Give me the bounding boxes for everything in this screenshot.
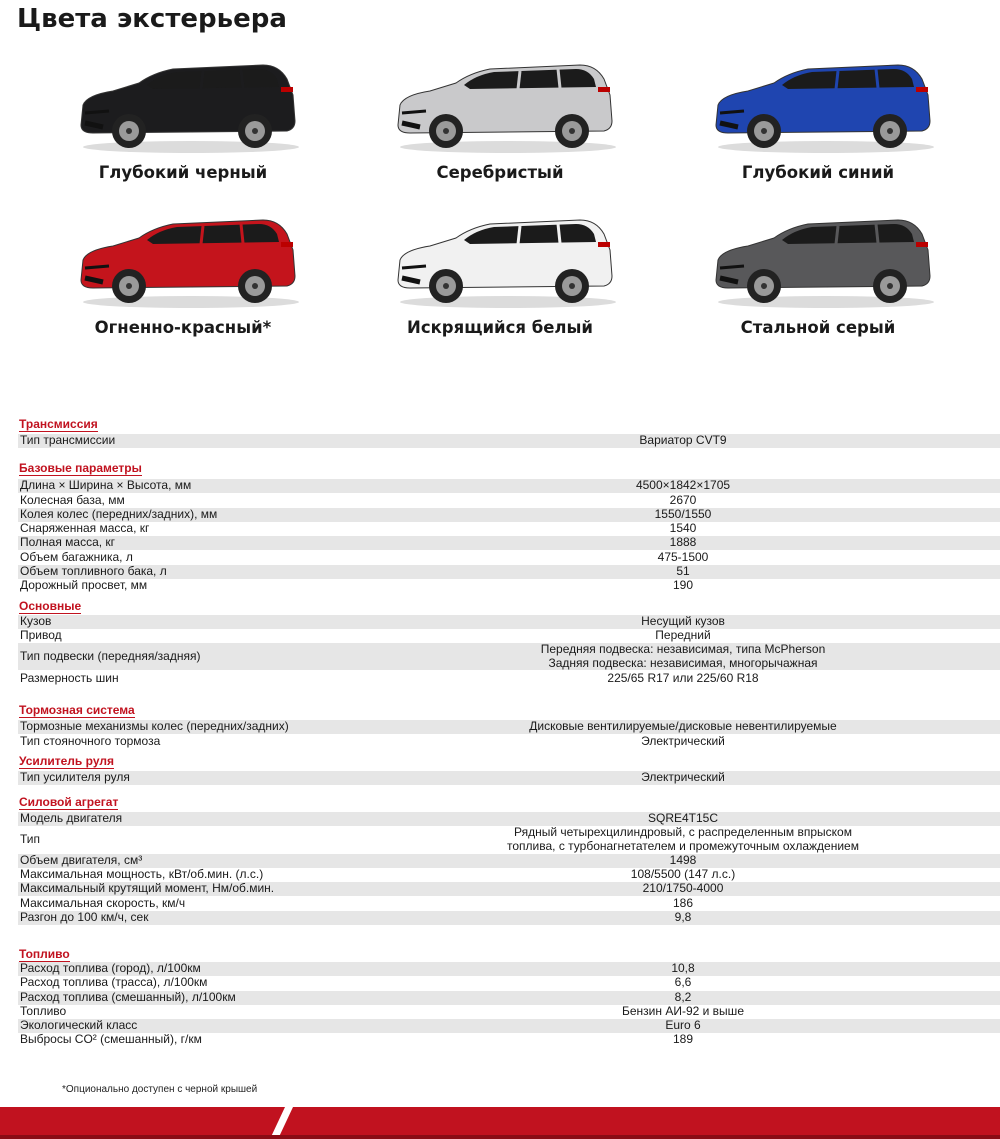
spec-row xyxy=(18,494,1000,508)
spec-row xyxy=(18,735,1000,749)
spec-label: Снаряженная масса, кг xyxy=(20,521,150,535)
section-title-steering: Усилитель руля xyxy=(19,754,114,768)
spec-value: Несущий кузов xyxy=(641,614,725,628)
spec-value: 6,6 xyxy=(674,975,692,989)
spec-row xyxy=(18,643,1000,670)
section-title-engine: Силовой агрегат xyxy=(19,795,119,809)
spec-label: Расход топлива (смешанный), л/100км xyxy=(20,990,236,1004)
spec-value: Бензин АИ-92 и выше xyxy=(622,1004,744,1018)
spec-value: 1550/1550 xyxy=(654,507,712,521)
section-title-base: Базовые параметры xyxy=(19,461,142,475)
spec-row xyxy=(18,962,1000,976)
color-option xyxy=(33,55,333,205)
spec-label: Тип трансмиссии xyxy=(20,433,116,447)
suv-car-image xyxy=(390,55,620,155)
spec-row xyxy=(18,812,1000,826)
spec-label: Топливо xyxy=(20,1004,67,1018)
spec-label: Колесная база, мм xyxy=(20,493,125,507)
spec-row xyxy=(18,897,1000,911)
spec-label: Тип подвески (передняя/задняя) xyxy=(20,649,201,663)
spec-value: Электрический xyxy=(641,770,725,784)
spec-label: Полная масса, кг xyxy=(20,535,116,549)
section-title-fuel: Топливо xyxy=(19,947,70,961)
spec-row xyxy=(18,868,1000,882)
spec-row xyxy=(18,854,1000,868)
spec-row xyxy=(18,826,1000,853)
spec-label: Объем топливного бака, л xyxy=(20,564,167,578)
color-name: Глубокий синий xyxy=(741,163,895,182)
spec-value-line2: Задняя подвеска: независимая, многорычажная xyxy=(548,656,818,670)
spec-row xyxy=(18,771,1000,785)
suv-car-image xyxy=(708,55,938,155)
section-title-main: Основные xyxy=(19,599,82,613)
spec-row xyxy=(18,434,1000,448)
color-name: Стальной серый xyxy=(740,318,896,337)
spec-value: Электрический xyxy=(641,734,725,748)
suv-car-image xyxy=(390,210,620,310)
spec-row xyxy=(18,882,1000,896)
spec-label: Объем двигателя, см³ xyxy=(20,853,143,867)
spec-value: 1540 xyxy=(669,521,697,535)
spec-value: 108/5500 (147 л.с.) xyxy=(630,867,736,881)
color-option xyxy=(33,210,333,360)
spec-label: Максимальная скорость, км/ч xyxy=(20,896,186,910)
spec-label: Выбросы CO² (смешанный), г/км xyxy=(20,1032,202,1046)
spec-value: 4500×1842×1705 xyxy=(635,478,731,492)
spec-label: Расход топлива (город), л/100км xyxy=(20,961,201,975)
spec-value: 189 xyxy=(672,1032,694,1046)
spec-value: 1888 xyxy=(669,535,697,549)
red-stripe-decoration xyxy=(0,1107,1000,1139)
spec-row xyxy=(18,911,1000,925)
color-name: Серебристый xyxy=(436,163,564,182)
page-title: Цвета экстерьера xyxy=(17,4,287,34)
spec-row xyxy=(18,672,1000,686)
spec-value: Euro 6 xyxy=(665,1018,701,1032)
spec-value: 9,8 xyxy=(674,910,692,924)
section-title-brakes: Тормозная система xyxy=(19,703,135,717)
spec-label: Кузов xyxy=(20,614,52,628)
spec-label: Модель двигателя xyxy=(20,811,123,825)
spec-value: Передняя подвеска: независимая, типа McPherson xyxy=(540,642,826,656)
color-name: Искрящийся белый xyxy=(407,318,593,337)
color-name: Огненно-красный* xyxy=(94,318,272,337)
spec-row xyxy=(18,551,1000,565)
footnote: *Опционально доступен с черной крышей xyxy=(62,1084,258,1095)
spec-row xyxy=(18,976,1000,990)
spec-label: Привод xyxy=(20,628,62,642)
spec-value: 225/65 R17 или 225/60 R18 xyxy=(607,671,759,685)
spec-row xyxy=(18,579,1000,593)
suv-car-image xyxy=(73,55,303,155)
spec-row xyxy=(18,522,1000,536)
spec-label: Экологический класс xyxy=(20,1018,138,1032)
spec-row xyxy=(18,508,1000,522)
color-option xyxy=(350,210,650,360)
spec-row xyxy=(18,720,1000,734)
spec-row xyxy=(18,565,1000,579)
spec-row xyxy=(18,479,1000,493)
spec-value: Дисковые вентилируемые/дисковые невентилируемые xyxy=(529,719,837,733)
section-title-transmission: Трансмиссия xyxy=(19,417,98,431)
spec-row xyxy=(18,1019,1000,1033)
spec-label: Колея колес (передних/задних), мм xyxy=(20,507,218,521)
spec-label: Объем багажника, л xyxy=(20,550,133,564)
spec-row xyxy=(18,991,1000,1005)
spec-value: 2670 xyxy=(669,493,697,507)
color-option xyxy=(350,55,650,205)
spec-label: Расход топлива (трасса), л/100км xyxy=(20,975,208,989)
spec-label: Размерность шин xyxy=(20,671,119,685)
spec-label: Разгон до 100 км/ч, сек xyxy=(20,910,149,924)
color-name: Глубокий черный xyxy=(98,163,268,182)
spec-label: Тип усилителя руля xyxy=(20,770,130,784)
spec-row xyxy=(18,1005,1000,1019)
spec-value: 8,2 xyxy=(674,990,692,1004)
color-option xyxy=(668,210,968,360)
spec-label: Тип xyxy=(20,832,41,846)
spec-value: Рядный четырехцилиндровый, с распределенным впрыском xyxy=(514,825,852,839)
spec-value: Вариатор CVT9 xyxy=(639,433,727,447)
suv-car-image xyxy=(73,210,303,310)
spec-value: 190 xyxy=(672,578,694,592)
suv-car-image xyxy=(708,210,938,310)
spec-value: SQRE4T15C xyxy=(647,811,719,825)
spec-value: 210/1750-4000 xyxy=(642,881,724,895)
spec-label: Дорожный просвет, мм xyxy=(20,578,148,592)
spec-row xyxy=(18,629,1000,643)
spec-row xyxy=(18,1033,1000,1047)
spec-label: Тип стояночного тормоза xyxy=(20,734,161,748)
spec-row xyxy=(18,615,1000,629)
color-option xyxy=(668,55,968,205)
spec-value: 475-1500 xyxy=(657,550,709,564)
spec-label: Длина × Ширина × Высота, мм xyxy=(20,478,192,492)
spec-label: Максимальная мощность, кВт/об.мин. (л.с.) xyxy=(20,867,264,881)
spec-value: 186 xyxy=(672,896,694,910)
spec-value: 1498 xyxy=(669,853,697,867)
spec-value-line2: топлива, с турбонагнетателем и промежуточным охлаждением xyxy=(507,839,859,853)
spec-row xyxy=(18,536,1000,550)
spec-label: Максимальный крутящий момент, Нм/об.мин. xyxy=(20,881,275,895)
spec-value: 10,8 xyxy=(671,961,695,975)
spec-value: 51 xyxy=(676,564,690,578)
spec-label: Тормозные механизмы колес (передних/задних) xyxy=(20,719,289,733)
spec-value: Передний xyxy=(655,628,711,642)
